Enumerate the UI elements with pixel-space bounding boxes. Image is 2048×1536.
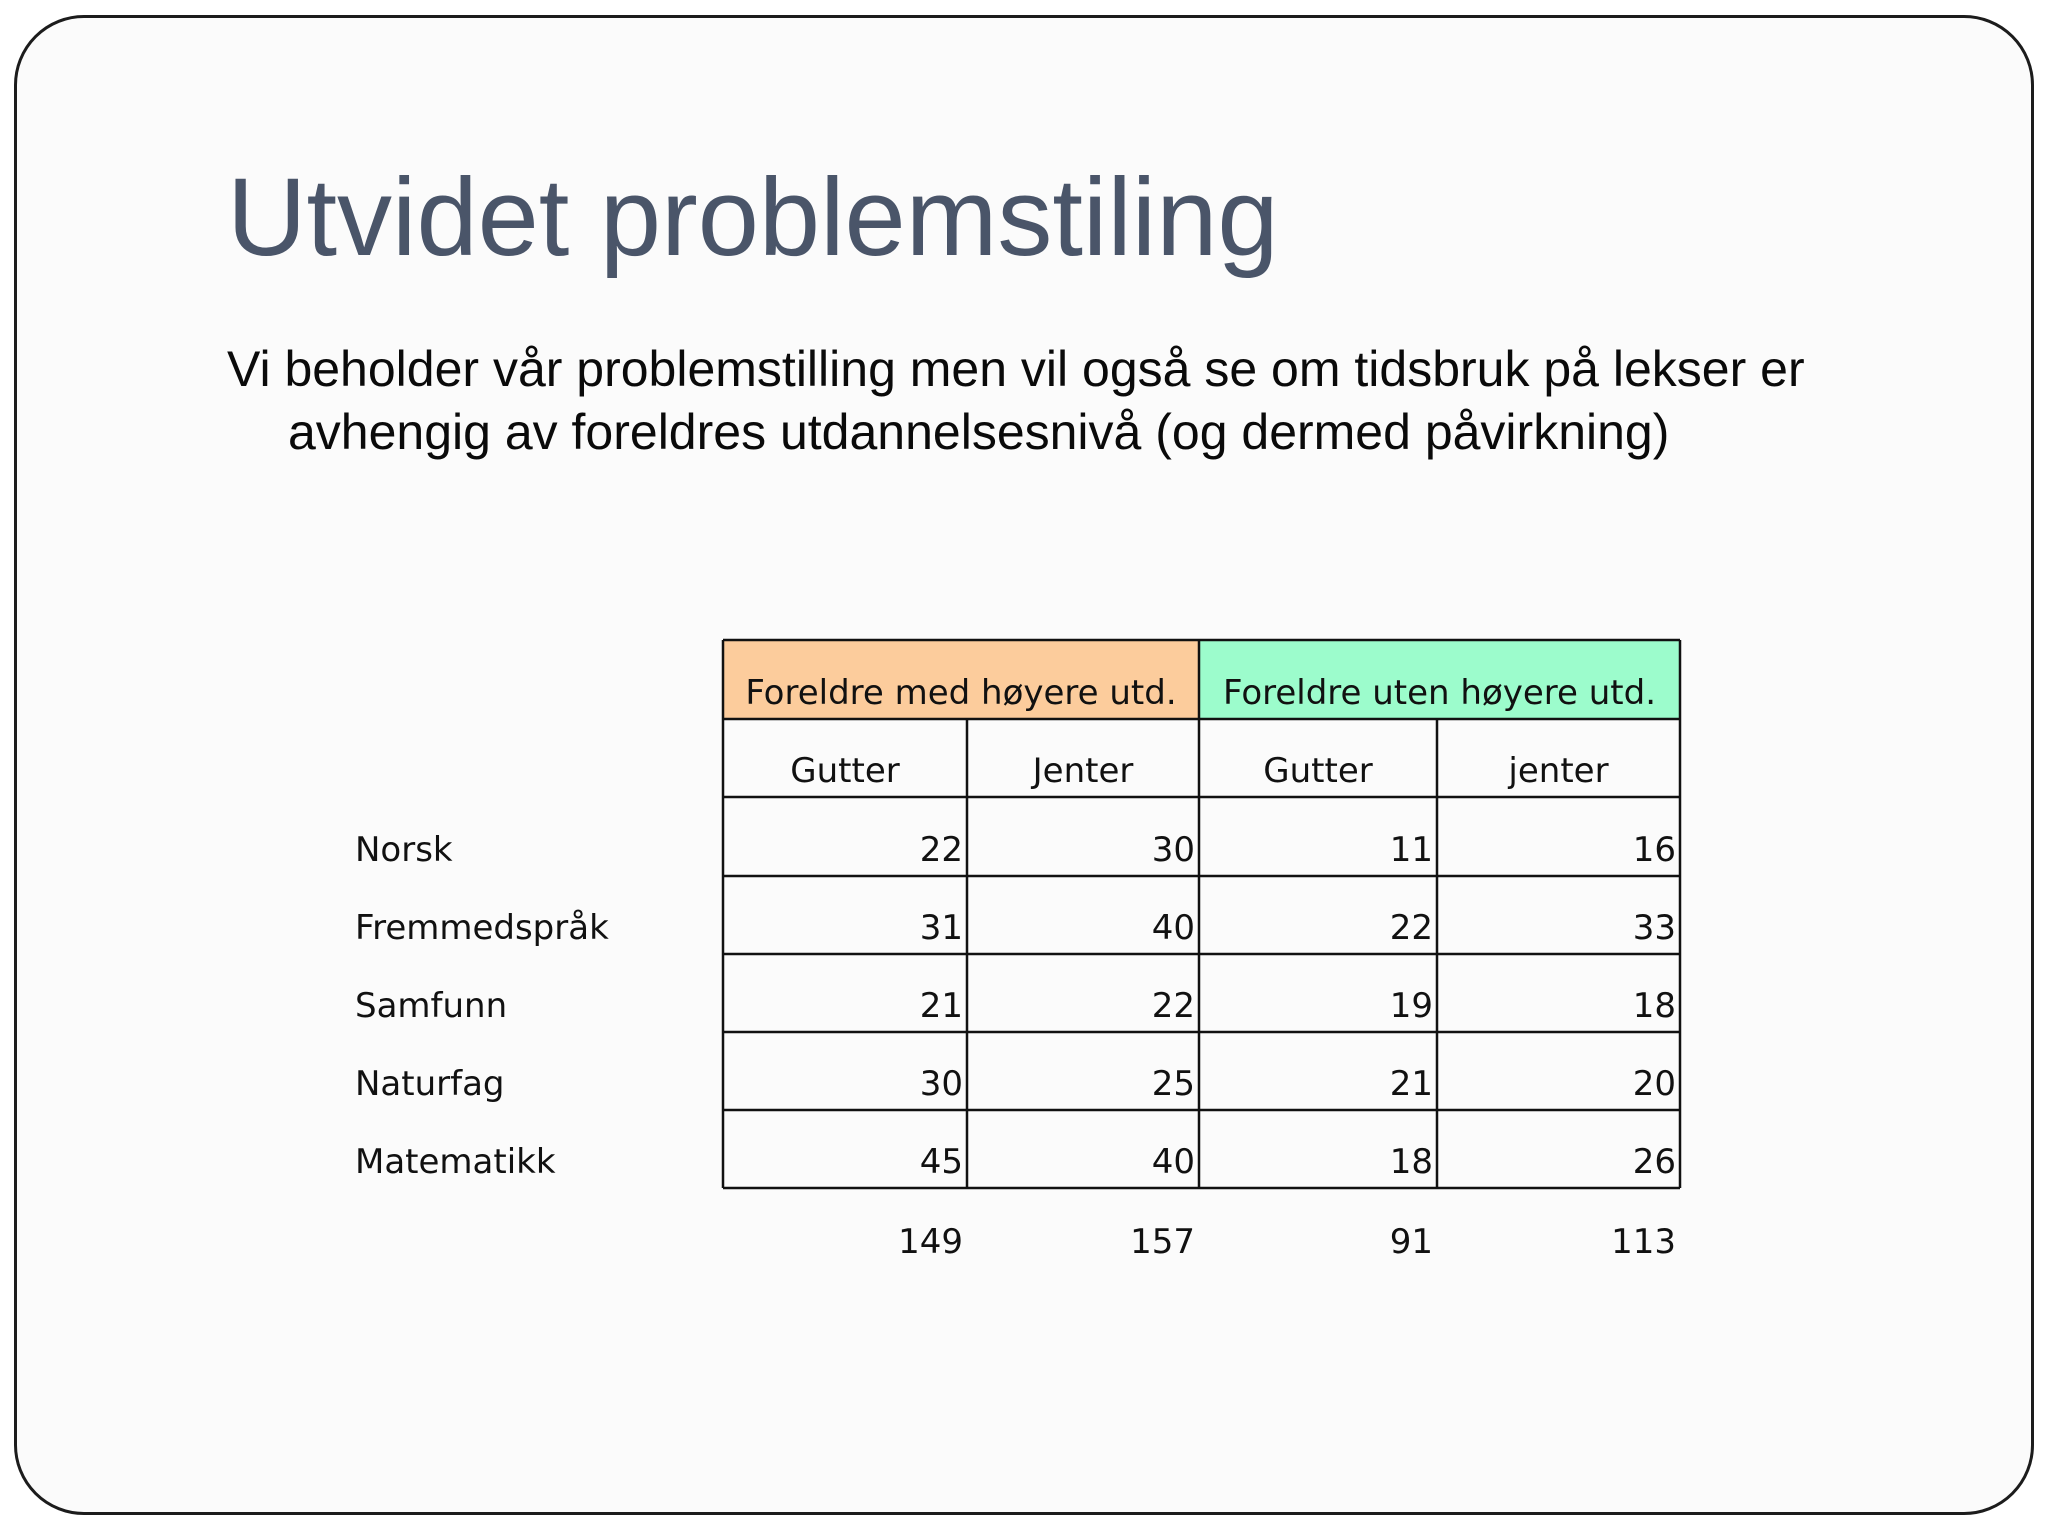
table-cell: 25 bbox=[1151, 1064, 1195, 1104]
group-header-2: Foreldre uten høyere utd. bbox=[1199, 640, 1680, 719]
slide-title: Utvidet problemstiling bbox=[227, 156, 1279, 279]
table-cell: 20 bbox=[1632, 1064, 1676, 1104]
column-header-4: jenter bbox=[1508, 751, 1609, 791]
table-cell: 30 bbox=[1151, 830, 1195, 870]
table-cell: 16 bbox=[1632, 830, 1676, 870]
table-cell: 31 bbox=[919, 908, 963, 948]
table-cell: 26 bbox=[1632, 1142, 1676, 1182]
table-cell: 18 bbox=[1632, 986, 1676, 1026]
table-cell: 45 bbox=[919, 1142, 963, 1182]
table-cell: 19 bbox=[1389, 986, 1433, 1026]
row-label: Naturfag bbox=[355, 1064, 505, 1104]
table-cell: 11 bbox=[1389, 830, 1433, 870]
table-cell: 22 bbox=[919, 830, 963, 870]
column-total: 149 bbox=[898, 1222, 963, 1262]
column-total: 157 bbox=[1130, 1222, 1195, 1262]
group-header-1: Foreldre med høyere utd. bbox=[723, 640, 1199, 719]
table-cell: 21 bbox=[1389, 1064, 1433, 1104]
row-label: Norsk bbox=[355, 830, 453, 870]
table-cell: 40 bbox=[1151, 1142, 1195, 1182]
table-cell: 33 bbox=[1632, 908, 1676, 948]
row-label: Fremmedspråk bbox=[355, 908, 609, 948]
table-cell: 30 bbox=[919, 1064, 963, 1104]
column-header-1: Gutter bbox=[790, 751, 900, 791]
row-label: Samfunn bbox=[355, 986, 508, 1026]
table-cell: 40 bbox=[1151, 908, 1195, 948]
row-label: Matematikk bbox=[355, 1142, 556, 1182]
column-header-2: Jenter bbox=[1032, 751, 1134, 791]
table-cell: 22 bbox=[1151, 986, 1195, 1026]
table-cell: 21 bbox=[919, 986, 963, 1026]
column-total: 91 bbox=[1389, 1222, 1433, 1262]
table-cell: 18 bbox=[1389, 1142, 1433, 1182]
table-cell: 22 bbox=[1389, 908, 1433, 948]
column-header-3: Gutter bbox=[1263, 751, 1373, 791]
slide-body-text: Vi beholder vår problemstilling men vil også se om tidsbruk på lekser er avhengig av foreldres utdannelsesnivå (og dermed påvirkning) bbox=[227, 341, 1805, 460]
column-total: 113 bbox=[1611, 1222, 1676, 1262]
